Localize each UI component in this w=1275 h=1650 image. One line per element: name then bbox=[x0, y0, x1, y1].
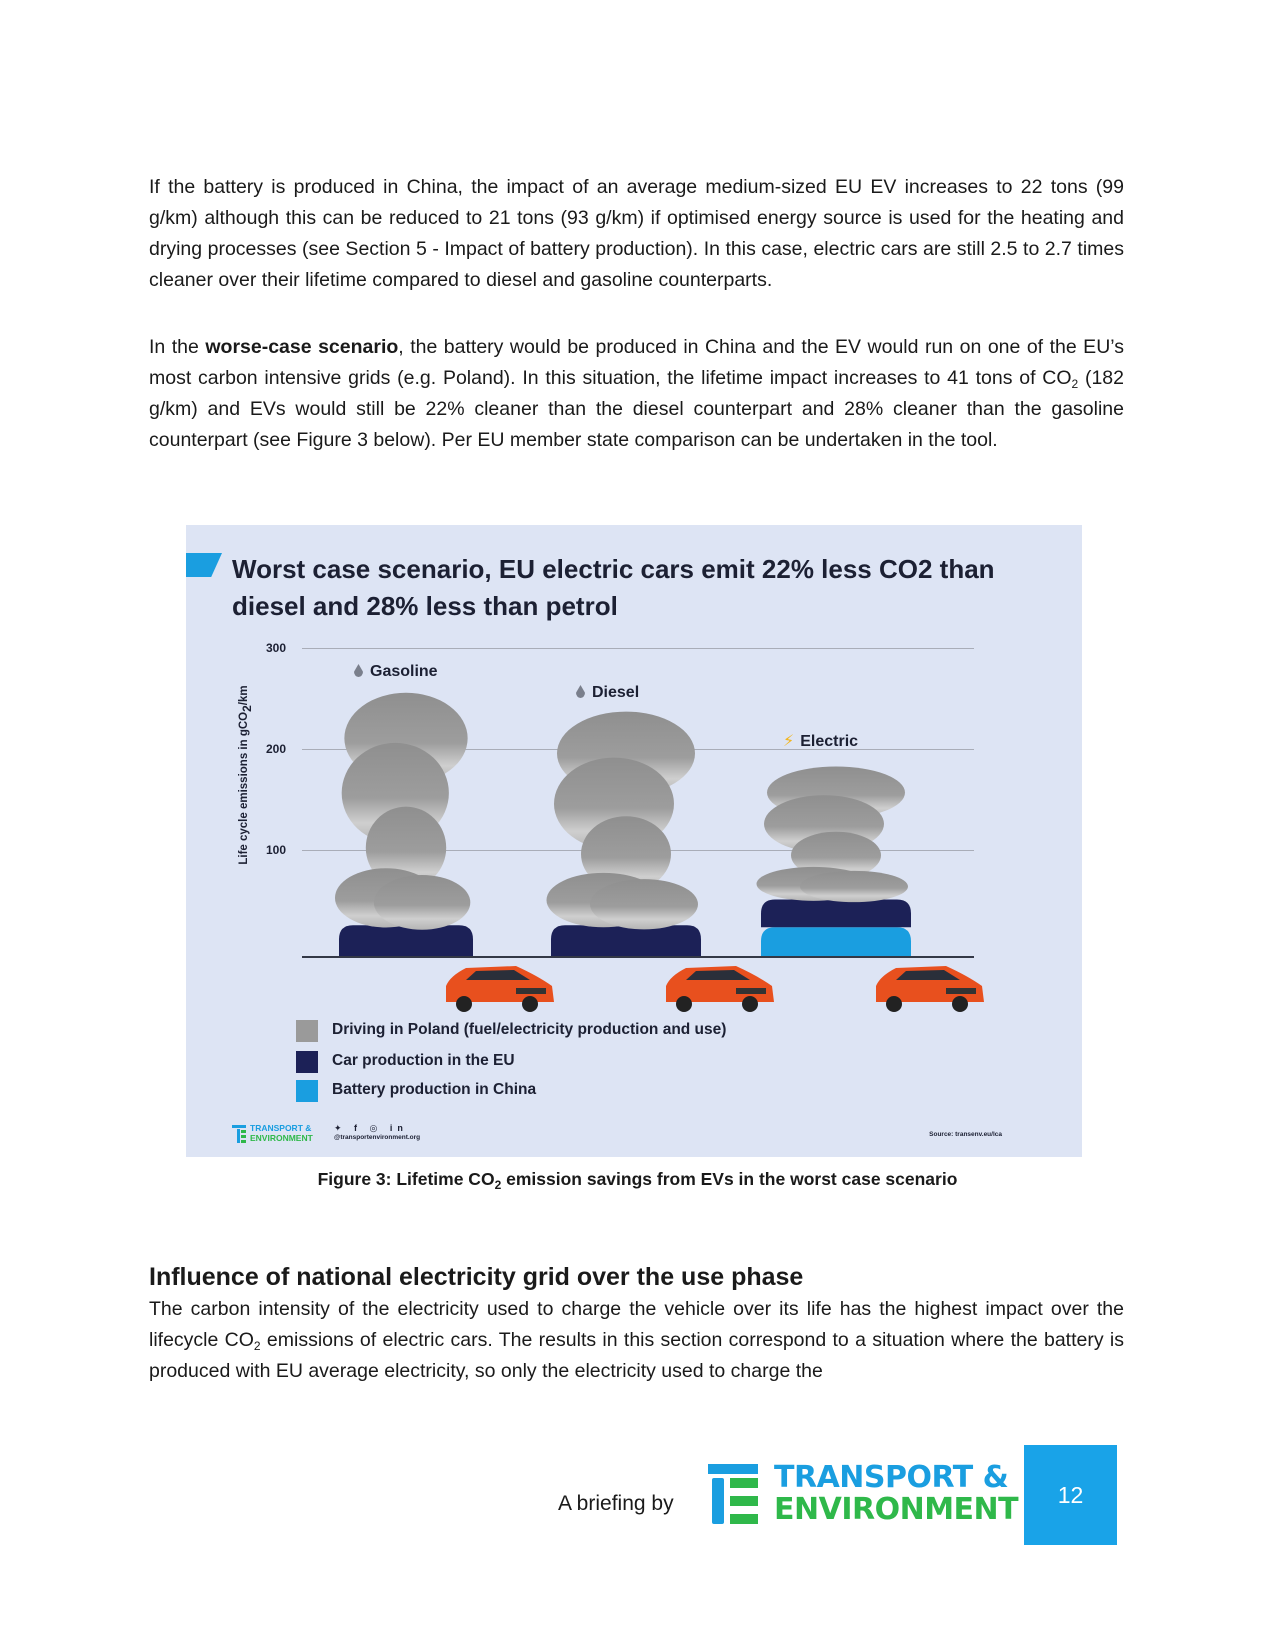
legend-text-driving: Driving in Poland (fuel/electricity production and use) bbox=[332, 1021, 727, 1038]
legend-swatch-car-production bbox=[296, 1051, 318, 1073]
te-logo bbox=[708, 1460, 1018, 1526]
caption-suffix: emission savings from EVs in the worst case scenario bbox=[501, 1169, 958, 1189]
para3-text-b: emissions of electric cars. The results in this section correspond to a situation where the battery is produced with EU average electricity, so only the electricity used to charge the bbox=[149, 1329, 1124, 1382]
y-axis-label-sub: 2 bbox=[240, 705, 254, 712]
figure-te-logo bbox=[232, 1123, 462, 1145]
fuel-drop-icon bbox=[354, 664, 363, 677]
y-axis-label-main: Life cycle emissions in gCO bbox=[238, 711, 250, 865]
figure-logo-line2: ENVIRONMENT bbox=[250, 1133, 313, 1143]
paragraph-battery-china: If the battery is produced in China, the impact of an average medium-sized EU EV increases to 22 tons (99 g/km) although this can be reduced to 21 tons (93 g/km) if optimised energy source is used for the heating and drying processes (see Section 5 - Impact of battery production). In this case, electric cars are still 2.5 to 2.7 times cleaner over their lifetime compared to diesel and gasoline counterparts. bbox=[149, 176, 1124, 291]
te-logo-line1: TRANSPORT & bbox=[774, 1460, 1009, 1495]
label-diesel bbox=[576, 684, 639, 702]
legend-swatch-driving bbox=[296, 1020, 318, 1042]
y-tick-200: 200 bbox=[266, 742, 287, 756]
y-tick-300: 300 bbox=[266, 641, 287, 655]
para3-text-a: The carbon intensity of the electricity used to charge the vehicle over its life has the highest impact over the lifecycle CO bbox=[149, 1298, 1124, 1351]
bar-electric-series-1 bbox=[761, 900, 911, 928]
figure-caption bbox=[0, 1169, 1275, 1190]
bar-diesel-series-1 bbox=[551, 925, 701, 956]
para2-text-a: , the battery would be produced in China and the EV would run on one of the EU’s most carbon intensive grids (e.g. Poland). In this situation, the lifetime impact increases to 41 tons of CO bbox=[149, 336, 1125, 389]
label-gasoline bbox=[354, 663, 438, 681]
car-icon bbox=[446, 966, 554, 1012]
bar-electric-series-0 bbox=[761, 927, 911, 956]
bar-segment bbox=[761, 900, 911, 928]
label-diesel-text: Diesel bbox=[592, 684, 640, 701]
smoke-puff bbox=[800, 871, 908, 902]
para2-intro: In the bbox=[149, 336, 206, 358]
caption-sub: 2 bbox=[494, 1178, 502, 1192]
te-mark-small-icon bbox=[232, 1125, 246, 1143]
bar-segment bbox=[551, 925, 701, 956]
y-axis-label-tail: /km bbox=[238, 685, 250, 706]
chart-baseline bbox=[302, 956, 974, 958]
label-electric-text: Electric bbox=[800, 733, 859, 750]
page-number: 12 bbox=[1057, 1481, 1084, 1508]
bar-diesel-series-2 bbox=[547, 712, 699, 930]
section-heading: Influence of national electricity grid over the use phase bbox=[149, 1263, 804, 1291]
paragraph-grid-influence bbox=[149, 1294, 1124, 1387]
legend-swatch-battery bbox=[296, 1080, 318, 1102]
figure-source: Source: transenv.eu/lca bbox=[929, 1131, 1002, 1138]
figure-logo-line1: TRANSPORT & bbox=[250, 1123, 312, 1133]
te-mark-icon bbox=[708, 1464, 758, 1524]
caption-prefix: Figure 3: Lifetime CO bbox=[317, 1169, 495, 1189]
car-icon bbox=[666, 966, 774, 1012]
figure-url: @transportenvironment.org bbox=[334, 1134, 421, 1141]
paragraph-worst-case bbox=[149, 332, 1124, 456]
bar-gasoline-series-2 bbox=[335, 693, 470, 930]
car-icon bbox=[876, 966, 984, 1012]
smoke-puff bbox=[374, 875, 470, 930]
bar-segment bbox=[761, 927, 911, 956]
figure-worst-case-chart bbox=[186, 525, 1082, 1157]
y-tick-100: 100 bbox=[266, 843, 287, 857]
para2-bold: worse-case scenario bbox=[205, 336, 399, 358]
te-logo-line2: ENVIRONMENT bbox=[774, 1492, 1019, 1527]
legend-text-battery: Battery production in China bbox=[332, 1081, 537, 1098]
fuel-drop-icon bbox=[576, 685, 585, 698]
lightning-bolt-icon: ⚡ bbox=[783, 733, 795, 750]
figure-logo-text bbox=[250, 1123, 313, 1143]
bar-electric-series-2 bbox=[757, 767, 909, 903]
figure-title: Worst case scenario, EU electric cars emit 22% less CO2 than diesel and 28% less than petrol bbox=[232, 554, 995, 621]
para2-sub: 2 bbox=[1071, 377, 1079, 391]
label-gasoline-text: Gasoline bbox=[370, 663, 438, 680]
social-icons: ✦ f ◎ in bbox=[334, 1123, 408, 1133]
para3-sub: 2 bbox=[253, 1339, 261, 1353]
page-number-box bbox=[1024, 1445, 1117, 1545]
bar-gasoline-series-1 bbox=[339, 925, 473, 956]
briefing-label: A briefing by bbox=[558, 1492, 674, 1515]
bar-segment bbox=[339, 925, 473, 956]
legend-text-car-production: Car production in the EU bbox=[332, 1052, 515, 1069]
chart-bars-layer bbox=[186, 525, 1082, 1157]
para2-text-b: (182 g/km) and EVs would still be 22% cleaner than the diesel counterpart and 28% cleaner than the gasoline counterpart (see Figure 3 below). Per EU member state comparison can be undertaken in the tool. bbox=[149, 367, 1124, 451]
label-electric bbox=[783, 731, 858, 751]
smoke-puff bbox=[590, 879, 698, 929]
